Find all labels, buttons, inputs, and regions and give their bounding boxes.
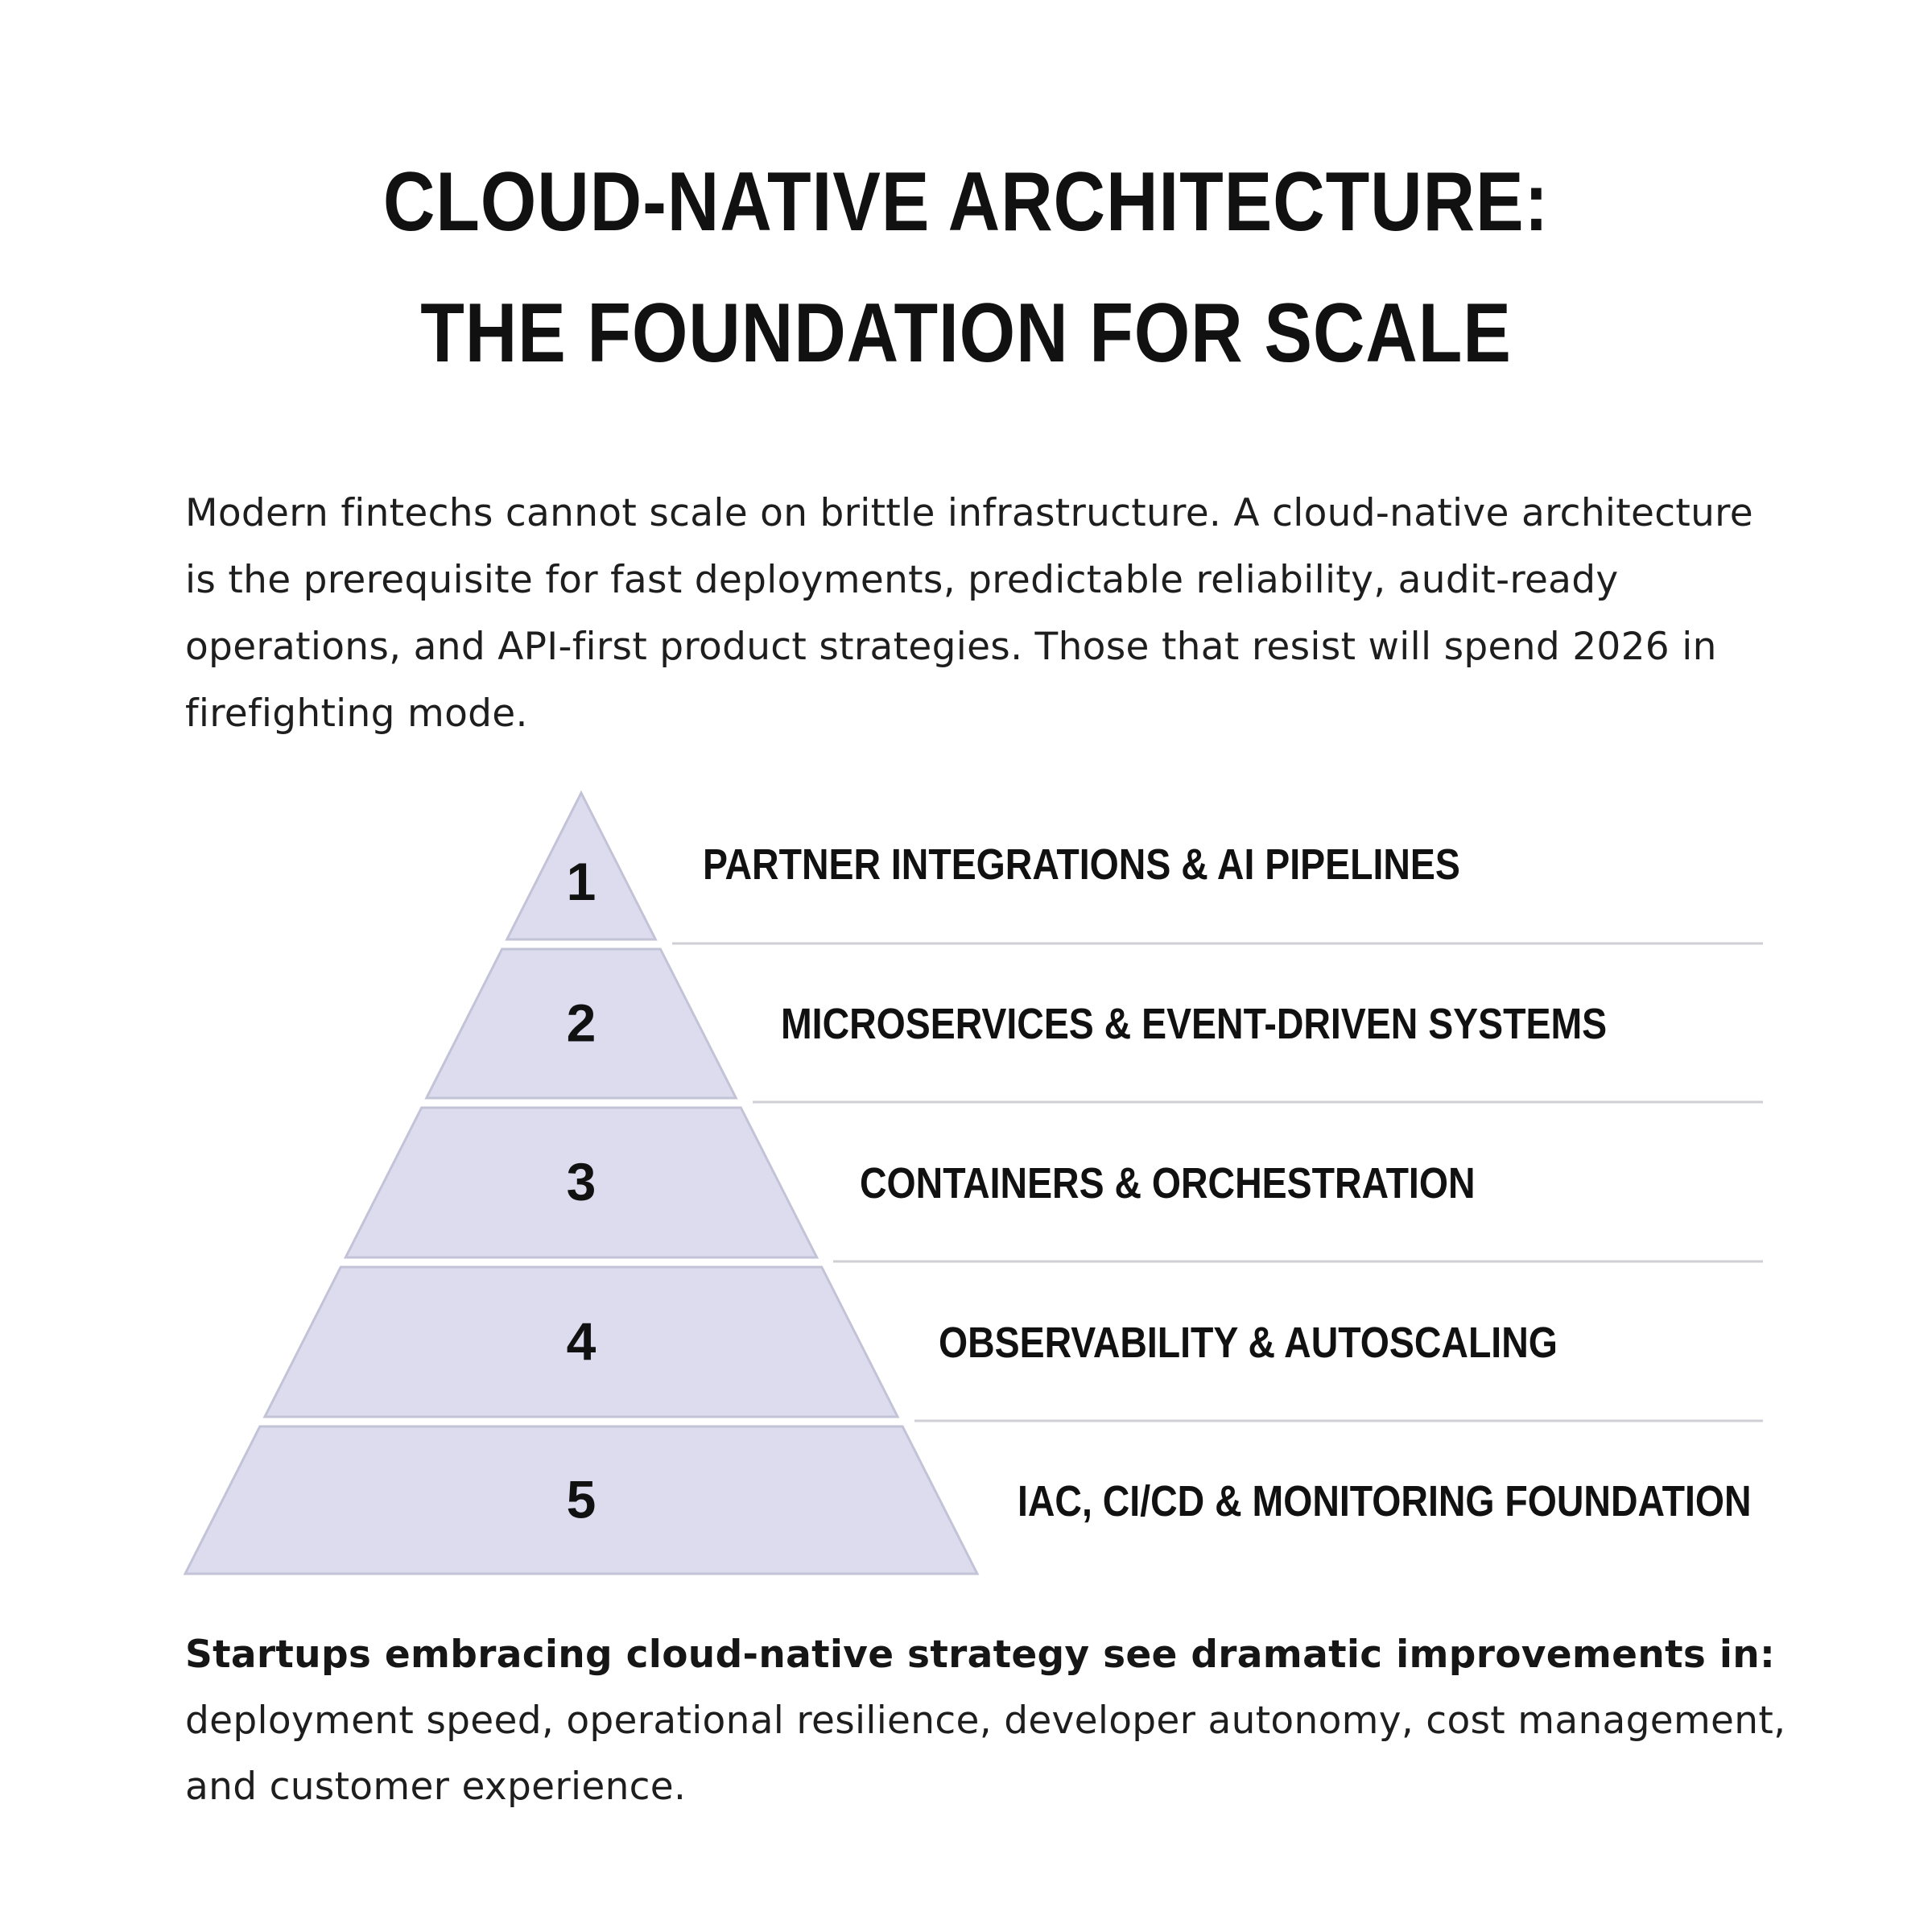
- pyramid-layer-number: 4: [566, 1311, 597, 1371]
- pyramid-layer-number: 2: [566, 993, 597, 1053]
- summary-body: deployment speed, operational resilience, developer autonomy, cost management, and customer experience.: [185, 1699, 1786, 1809]
- pyramid-layer-label: IAC, CI/CD & MONITORING FOUNDATION: [1017, 1476, 1752, 1525]
- pyramid-layer-number: 3: [566, 1152, 597, 1212]
- pyramid-layer-label: PARTNER INTEGRATIONS & AI PIPELINES: [703, 839, 1460, 889]
- summary-lead: Startups embracing cloud-native strategy see dramatic improvements in:: [185, 1633, 1776, 1677]
- pyramid-layer-label: OBSERVABILITY & AUTOSCALING: [938, 1317, 1558, 1367]
- summary-paragraph: [185, 1622, 1795, 1820]
- pyramid-layer-label: MICROSERVICES & EVENT-DRIVEN SYSTEMS: [780, 998, 1608, 1048]
- pyramid-layer-label: CONTAINERS & ORCHESTRATION: [860, 1158, 1476, 1208]
- pyramid-layer-number: 5: [566, 1469, 597, 1530]
- pyramid-layer-number: 1: [566, 852, 597, 911]
- page-title: CLOUD-NATIVE ARCHITECTURE: THE FOUNDATION FOR SCALE: [382, 155, 1550, 380]
- intro-paragraph: Modern fintechs cannot scale on brittle infrastructure. A cloud-native architecture is the prerequisite for fast deployments, predictable reliability, audit-ready operations, and API-first product strategies. Those that resist will spend 2026 in firefighting mode.: [185, 491, 1753, 736]
